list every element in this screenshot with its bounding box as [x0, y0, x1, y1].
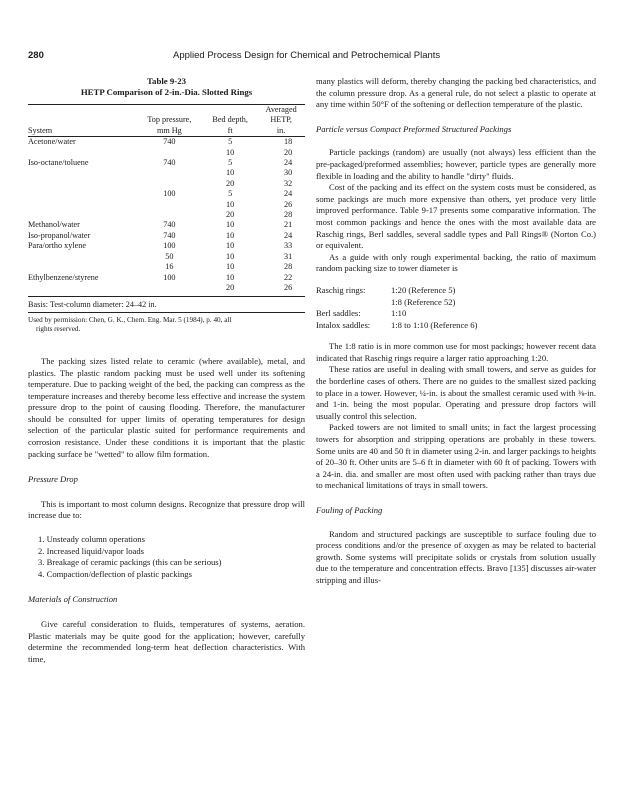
table-row: [28, 179, 305, 189]
table-row: [28, 210, 305, 220]
running-title: Applied Process Design for Chemical and Petrochemical Plants: [173, 50, 441, 61]
cell-pressure: 740: [163, 158, 176, 168]
right-paragraph-2: Particle packings (random) are usually (not always) less efficient than the pre-packaged/preformed assemblies; however, particle types are generally more flexible in loading and the ability to handle "dirty" fluids.: [316, 147, 596, 181]
hetp-table: [28, 104, 305, 293]
list-item: 1. Unsteady column operations: [38, 534, 145, 545]
cell-pressure: [136, 148, 203, 158]
cell-system: [28, 210, 136, 220]
list-item: 2. Increased liquid/vapor loads: [38, 545, 144, 556]
cell-depth: 5: [228, 137, 233, 147]
table-row: [28, 231, 305, 241]
cell-hetp: 28: [284, 210, 293, 220]
table-row: [28, 241, 305, 251]
table-row: [28, 220, 305, 230]
cell-pressure: [136, 179, 203, 189]
cell-depth: 10: [226, 230, 235, 240]
col-depth-l2: ft: [203, 126, 257, 137]
cell-hetp: 18: [284, 137, 293, 147]
cell-system: [28, 262, 136, 272]
cell-depth: 20: [226, 178, 235, 188]
cell-system: Acetone/water: [28, 137, 76, 147]
table-row: [28, 137, 305, 148]
cell-pressure: [136, 283, 203, 293]
cell-system: [28, 252, 136, 262]
right-paragraph-1: many plastics will deform, thereby changing the packing bed characteristics, and the column pressure drop. As a general rule, do not select a plastic to operate at any time within 50°F of the softening or deflection temperature of the plastic.: [316, 76, 596, 110]
cell-pressure: 740: [163, 230, 176, 240]
table-basis: Basis: Test-column diameter: 24–42 in.: [28, 296, 305, 313]
cell-system: Ethylbenzene/styrene: [28, 272, 99, 282]
cell-pressure: 740: [163, 220, 176, 230]
cell-system: Iso-propanol/water: [28, 230, 91, 240]
table-row: [28, 158, 305, 168]
cell-depth: 10: [226, 251, 235, 261]
cell-depth: 10: [226, 220, 235, 230]
col-pressure-l2: mm Hg: [136, 126, 203, 137]
col-pressure-l1: Top pressure,: [147, 115, 192, 125]
cell-system: [28, 168, 136, 178]
cell-system: [28, 189, 136, 199]
ratio-list: [316, 285, 596, 331]
cell-hetp: 26: [284, 199, 293, 209]
cell-pressure: 50: [165, 251, 174, 261]
col-hetp-l0: Averaged: [265, 105, 297, 114]
left-paragraph-2: This is important to most column designs. Recognize that pressure drop will increase due to:: [28, 498, 305, 521]
table-row: [28, 262, 305, 272]
table-row: [28, 252, 305, 262]
cell-depth: 20: [226, 210, 235, 220]
cell-system: [28, 148, 136, 158]
col-system: System: [28, 126, 136, 137]
cell-pressure: [136, 210, 203, 220]
table-row: [28, 189, 305, 199]
running-header: [28, 50, 593, 64]
cell-depth: 10: [226, 168, 235, 178]
cell-system: Iso-octane/toluene: [28, 158, 89, 168]
pressure-drop-list: [28, 534, 305, 580]
table-row: [28, 148, 305, 158]
heading-particle: Particle versus Compact Preformed Structured Packings: [316, 123, 512, 134]
cell-system: Para/ortho xylene: [28, 241, 86, 251]
cell-hetp: 32: [284, 178, 293, 188]
cell-system: Methanol/water: [28, 220, 80, 230]
cell-pressure: 100: [163, 241, 176, 251]
table-row: [28, 168, 305, 178]
right-paragraph-6: These ratios are useful in dealing with small towers, and serve as guides for the borderline cases of others. There are no guides to the smallest sized packing to place in a tower. However, ¼-in. is about the smallest ceramic used with ⅜-in. and 1-in. being the most popular. Operating and pressure drop factors will usually control this selection.: [316, 364, 596, 421]
ratio-row: Raschig rings: 1:20 (Reference 5): [316, 284, 456, 295]
table-title: HETP Comparison of 2-in.-Dia. Slotted Rings: [80, 87, 253, 97]
right-column: [316, 76, 596, 587]
list-item: 3. Breakage of ceramic packings (this can be serious): [38, 557, 222, 568]
cell-system: [28, 179, 136, 189]
cell-system: [28, 200, 136, 210]
col-hetp-l1: HETP,: [270, 115, 292, 125]
cell-hetp: 24: [284, 189, 293, 199]
cell-pressure: 100: [163, 272, 176, 282]
cell-depth: 20: [226, 282, 235, 292]
col-depth-l1: Bed depth,: [212, 115, 248, 125]
right-paragraph-3: Cost of the packing and its effect on the system costs must be considered, as some packings are much more expensive than others, yet produce very little improved performance. Table 9-17 presents some comparative information. The most common packings and hence the ones with the most available data are Raschig rings, Berl saddles, several saddle types and Pall Rings® (Norton Co.) or equivalent.: [316, 182, 596, 251]
table-row: [28, 200, 305, 210]
cell-hetp: 20: [284, 147, 293, 157]
heading-materials: Materials of Construction: [28, 594, 118, 605]
cell-pressure: 100: [163, 189, 176, 199]
cell-hetp: 33: [284, 241, 293, 251]
credit-line-2: rights reserved.: [36, 324, 81, 333]
cell-depth: 5: [228, 189, 233, 199]
cell-depth: 10: [226, 272, 235, 282]
page-number: 280: [28, 50, 44, 61]
cell-depth: 10: [226, 147, 235, 157]
table-credit: [28, 316, 305, 334]
right-paragraph-7: Packed towers are not limited to small units; in fact the largest processing towers for absorption and stripping operations are probably in these towers. Some units are 40 and 50 ft in diameter using 2-in. and larger packings to heights of 20–30 ft. Other units are 5–6 ft in diameter with 60 ft of packing. Towers with a 24-in. dia. and smaller are most often used with packing rather than trays due to mechanical limitations of trays in small towers.: [316, 422, 596, 491]
cell-depth: 10: [226, 241, 235, 251]
col-hetp-l2: in.: [257, 126, 305, 137]
cell-hetp: 28: [284, 262, 293, 272]
cell-pressure: 16: [165, 262, 174, 272]
ratio-row: 1:8 (Reference 52): [391, 296, 456, 307]
cell-hetp: 22: [284, 272, 293, 282]
cell-system: [28, 283, 136, 293]
table-row: [28, 283, 305, 293]
table-number: Table 9-23: [146, 76, 187, 86]
left-paragraph-1: The packing sizes listed relate to ceramic (where available), metal, and plastics. The plastic random packing must be used well under its softening temperature. Due to packing weight of the bed, the packing can compress as the temperature increases and thereby become less effective and increase the system pressure drop to the point of causing flooding. Therefore, the manufacturer should be consulted for upper limits of operating temperatures for design selection of the particular plastic suited for performance requirements and corrosion resistance. Under these conditions it is important that the plastic packing surface be "wetted" to allow film formation.: [28, 355, 305, 459]
right-paragraph-4: As a guide with only rough experimental backing, the ratio of maximum random packing size to tower diameter is: [316, 251, 596, 274]
cell-hetp: 30: [284, 168, 293, 178]
cell-pressure: [136, 200, 203, 210]
table-row: [28, 273, 305, 283]
cell-depth: 5: [228, 158, 233, 168]
cell-hetp: 31: [284, 251, 293, 261]
left-column: [28, 76, 305, 665]
cell-hetp: 24: [284, 158, 293, 168]
cell-depth: 10: [226, 262, 235, 272]
ratio-row: Intalox saddles: 1:8 to 1:10 (Reference 6): [316, 319, 478, 330]
right-paragraph-8: Random and structured packings are susceptible to surface fouling due to process conditions and/or the presence of oxygen as may be related to bacterial growth. Some systems will precipitate solids or crystals from solution usually due to the temperature and concentration effects. Bravo [135] discusses air-water stripping and illus-: [316, 528, 596, 585]
left-paragraph-3: Give careful consideration to fluids, temperatures of systems, aeration. Plastic materials may be quite good for the application; however, carefully determine the recommended long-term heat deflection characteristics. With time,: [28, 619, 305, 664]
cell-depth: 10: [226, 199, 235, 209]
cell-pressure: 740: [163, 137, 176, 147]
cell-pressure: [136, 168, 203, 178]
right-paragraph-5: The 1:8 ratio is in more common use for most packings; however recent data indicated that Raschig rings require a larger ratio approaching 1:20.: [316, 341, 596, 363]
list-item: 4. Compaction/deflection of plastic packings: [38, 568, 192, 579]
ratio-row: Berl saddles: 1:10: [316, 308, 407, 319]
heading-fouling: Fouling of Packing: [316, 505, 383, 515]
heading-pressure-drop: Pressure Drop: [28, 474, 78, 485]
cell-hetp: 24: [284, 230, 293, 240]
cell-hetp: 26: [284, 282, 293, 292]
cell-hetp: 21: [284, 220, 293, 230]
table-body: [28, 137, 305, 294]
credit-line-1: Used by permission: Chen, G. K., Chem. Eng. Mar. 5 (1984), p. 40, all: [28, 315, 232, 324]
